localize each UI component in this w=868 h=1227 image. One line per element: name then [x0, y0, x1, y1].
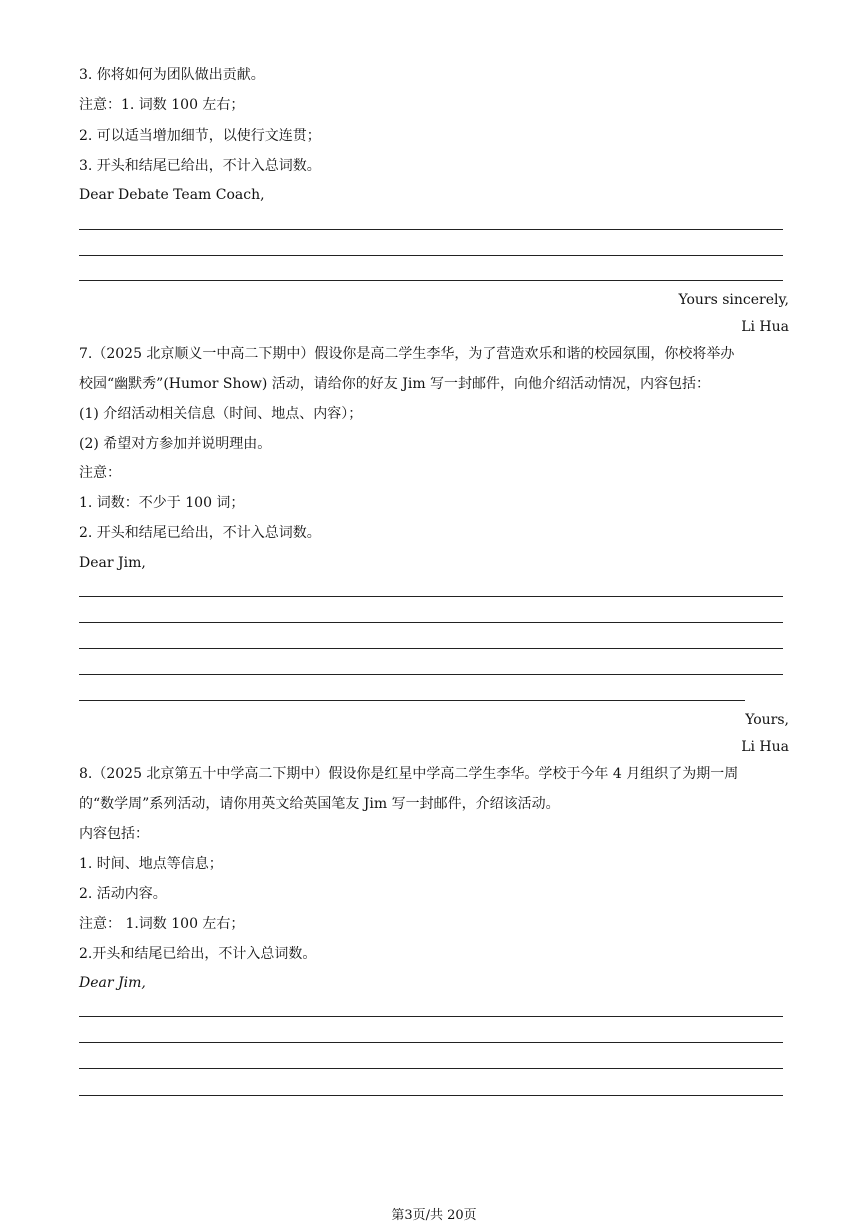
answer-line — [79, 700, 745, 701]
answer-line — [79, 1095, 783, 1096]
answer-line — [79, 648, 783, 649]
answer-line — [79, 1016, 783, 1017]
question-prompt: 校园“幽默秀”(Humor Show) 活动，请给你的好友 Jim 写一封邮件，向他介绍活动情况，内容包括： — [79, 376, 711, 392]
letter-closing: Yours, — [745, 712, 789, 728]
requirement-item: (2) 希望对方参加并说明理由。 — [79, 436, 272, 452]
note-line: 1. 词数：不少于 100 词； — [79, 495, 245, 511]
letter-signature: Li Hua — [741, 319, 789, 335]
note-line: 2. 可以适当增加细节，以使行文连贯； — [79, 128, 321, 144]
answer-line — [79, 280, 783, 281]
question-prompt: 的“数学周”系列活动，请你用英文给英国笔友 Jim 写一封邮件，介绍该活动。 — [79, 796, 560, 812]
requirement-item: 2. 活动内容。 — [79, 886, 167, 902]
note-line: 3. 开头和结尾已给出，不计入总词数。 — [79, 158, 321, 174]
note-line: 2. 开头和结尾已给出，不计入总词数。 — [79, 525, 321, 541]
note-label: 注意： — [79, 465, 121, 481]
content-label: 内容包括： — [79, 826, 149, 842]
letter-signature: Li Hua — [741, 739, 789, 755]
answer-line — [79, 1042, 783, 1043]
page-number: 第3页/共 20页 — [391, 1208, 477, 1223]
requirement-item: 1. 时间、地点等信息； — [79, 856, 223, 872]
answer-line — [79, 229, 783, 230]
letter-greeting: Dear Debate Team Coach, — [79, 187, 265, 203]
answer-line — [79, 674, 783, 675]
letter-greeting: Dear Jim, — [79, 975, 146, 991]
answer-line — [79, 255, 783, 256]
question-prompt: 7.（2025 北京顺义一中高二下期中）假设你是高二学生李华，为了营造欢乐和谐的校园氛围，你校将举办 — [79, 346, 735, 362]
note-line: 注意：1. 词数 100 左右； — [79, 97, 245, 113]
question-prompt: 8.（2025 北京第五十中学高二下期中）假设你是红星中学高二学生李华。学校于今年 4 月组织了为期一周 — [79, 766, 739, 782]
requirement-item: (1) 介绍活动相关信息（时间、地点、内容）； — [79, 406, 363, 422]
note-line: 2.开头和结尾已给出，不计入总词数。 — [79, 946, 317, 962]
letter-greeting: Dear Jim, — [79, 555, 146, 571]
requirement-item-3: 3. 你将如何为团队做出贡献。 — [79, 67, 265, 83]
answer-line — [79, 1068, 783, 1069]
note-line: 注意： 1.词数 100 左右； — [79, 916, 245, 932]
answer-line — [79, 622, 783, 623]
answer-line — [79, 596, 783, 597]
letter-closing: Yours sincerely, — [678, 292, 789, 308]
